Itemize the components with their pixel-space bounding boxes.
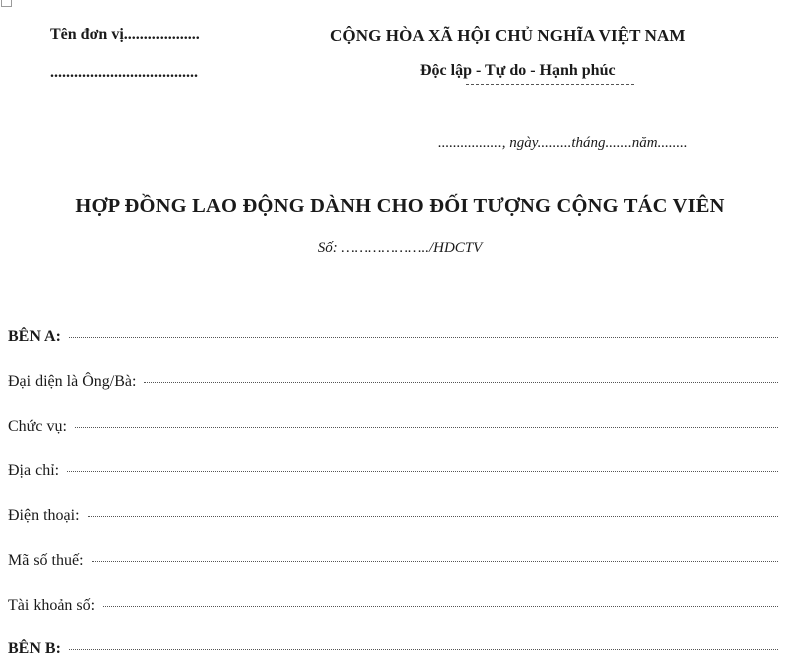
field-blank[interactable] xyxy=(67,471,778,472)
country-heading: CỘNG HÒA XÃ HỘI CHỦ NGHĨA VIỆT NAM xyxy=(330,26,686,45)
field-ben-b xyxy=(8,640,778,658)
field-ben-a xyxy=(8,328,778,346)
field-blank[interactable] xyxy=(88,516,778,517)
field-label: Đại diện là Ông/Bà: xyxy=(8,373,137,390)
field-blank[interactable] xyxy=(75,427,778,428)
field-label: Địa chỉ: xyxy=(8,462,60,479)
field-blank[interactable] xyxy=(144,382,778,383)
field-representative xyxy=(8,373,778,391)
field-label: BÊN A: xyxy=(8,328,61,345)
field-blank[interactable] xyxy=(69,337,778,338)
document-title: HỢP ĐỒNG LAO ĐỘNG DÀNH CHO ĐỐI TƯỢNG CỘNG TÁC VIÊN xyxy=(75,195,725,217)
field-label: Mã số thuế: xyxy=(8,552,84,569)
field-position xyxy=(8,418,778,436)
field-blank[interactable] xyxy=(103,606,778,607)
field-label: Chức vụ: xyxy=(8,418,67,435)
field-account-number xyxy=(8,597,778,615)
date-line: ................., ngày.........tháng.......năm........ xyxy=(438,135,688,151)
field-label: Tài khoản số: xyxy=(8,597,96,614)
organization-name: Tên đơn vị................... xyxy=(50,26,200,43)
field-blank[interactable] xyxy=(69,649,778,650)
field-address xyxy=(8,462,778,480)
corner-checkbox-icon xyxy=(1,0,12,7)
field-phone xyxy=(8,507,778,525)
national-motto: Độc lập - Tự do - Hạnh phúc xyxy=(420,62,616,79)
field-label: Điện thoại: xyxy=(8,507,80,524)
field-label: BÊN B: xyxy=(8,640,61,657)
organization-name-blank: ..................................... xyxy=(50,64,198,81)
motto-underline xyxy=(466,84,634,85)
field-blank[interactable] xyxy=(92,561,778,562)
field-tax-code xyxy=(8,552,778,570)
contract-number: Số: ………………../HDCTV xyxy=(317,240,483,256)
